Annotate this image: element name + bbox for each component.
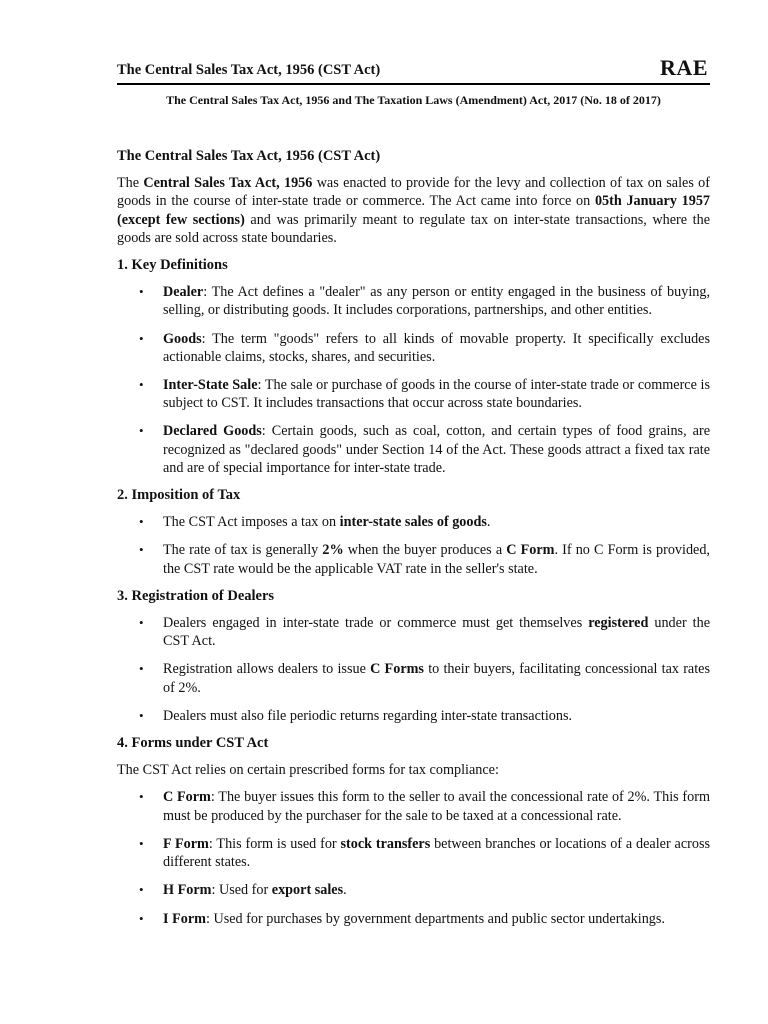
bullet-icon: • — [139, 882, 144, 898]
list-item: • C Form: The buyer issues this form to the seller to avail the concessional rate of 2%. This form must be produced by the purchaser for the sale to be taxed at a concessional rate. — [139, 789, 710, 824]
bullet-icon: • — [139, 542, 144, 558]
bullet-icon: • — [139, 423, 144, 439]
bullet-icon: • — [139, 835, 144, 851]
bullet-icon: • — [139, 377, 144, 393]
section-2-heading: 2. Imposition of Tax — [117, 487, 241, 504]
list-item: • Dealers must also file periodic returns regarding inter-state transactions. — [139, 707, 573, 724]
list-item: • Dealers engaged in inter-state trade or commerce must get themselves registered under the CST Act. — [139, 615, 710, 650]
list-item: • The CST Act imposes a tax on inter-state sales of goods. — [139, 514, 491, 531]
header-title: The Central Sales Tax Act, 1956 (CST Act) — [117, 62, 381, 78]
list-item: • Dealer: The Act defines a "dealer" as any person or entity engaged in the business of buying, selling, or distributing goods. It includes corporations, partnerships, and other entities. — [139, 284, 710, 319]
section-3-heading: 3. Registration of Dealers — [117, 587, 275, 604]
page-header — [117, 55, 710, 85]
bullet-icon: • — [139, 789, 144, 805]
intro-heading: The Central Sales Tax Act, 1956 (CST Act) — [117, 148, 381, 164]
header-logo: RAE — [660, 55, 708, 80]
bullet-icon: • — [139, 661, 144, 677]
list-item: • Registration allows dealers to issue C Forms to their buyers, facilitating concessional tax rates of 2%. — [139, 661, 710, 696]
document-body — [117, 145, 710, 928]
list-item: • The rate of tax is generally 2% when the buyer produces a C Form. If no C Form is provided, the CST rate would be the applicable VAT rate in the seller's state. — [139, 542, 710, 577]
section-1-heading: 1. Key Definitions — [117, 257, 228, 274]
forms-list — [117, 788, 710, 927]
intro-paragraph: The Central Sales Tax Act, 1956 was enacted to provide for the levy and collection of tax on sales of goods in the course of inter-state trade or commerce. The Act came into force on 05th January 1957 (except few sections) and was primarily meant to regulate tax on inter-state transactions, where the goods are sold across state boundaries. — [117, 175, 711, 246]
bullet-icon: • — [139, 707, 144, 723]
definitions-list — [117, 283, 710, 477]
list-item: • H Form: Used for export sales. — [139, 882, 347, 899]
header-subtitle: The Central Sales Tax Act, 1956 and The Taxation Laws (Amendment) Act, 2017 (No. 18 of 2017) — [166, 93, 661, 107]
bullet-icon: • — [139, 615, 144, 631]
list-item: • Declared Goods: Certain goods, such as coal, cotton, and certain types of food grains, are recognized as "declared goods" under Section 14 of the Act. These goods attract a fixed tax rate and are of special importance for inter-state trade. — [139, 423, 710, 476]
registration-list — [117, 614, 710, 725]
list-item: • Inter-State Sale: The sale or purchase of goods in the course of inter-state trade or commerce is subject to CST. It includes transactions that occur across state boundaries. — [139, 377, 710, 412]
imposition-list — [117, 513, 710, 578]
bullet-icon: • — [139, 910, 144, 926]
list-item: • F Form: This form is used for stock transfers between branches or locations of a dealer across different states. — [139, 835, 710, 871]
bullet-icon: • — [139, 284, 144, 300]
list-item: • I Form: Used for purchases by government departments and public sector undertakings. — [139, 910, 665, 927]
list-item: • Goods: The term "goods" refers to all kinds of movable property. It specifically excludes actionable claims, stocks, shares, and securities. — [139, 330, 710, 365]
bullet-icon: • — [139, 514, 144, 530]
bullet-icon: • — [139, 330, 144, 346]
forms-intro: The CST Act relies on certain prescribed forms for tax compliance: — [117, 762, 499, 779]
section-4-heading: 4. Forms under CST Act — [117, 735, 269, 752]
